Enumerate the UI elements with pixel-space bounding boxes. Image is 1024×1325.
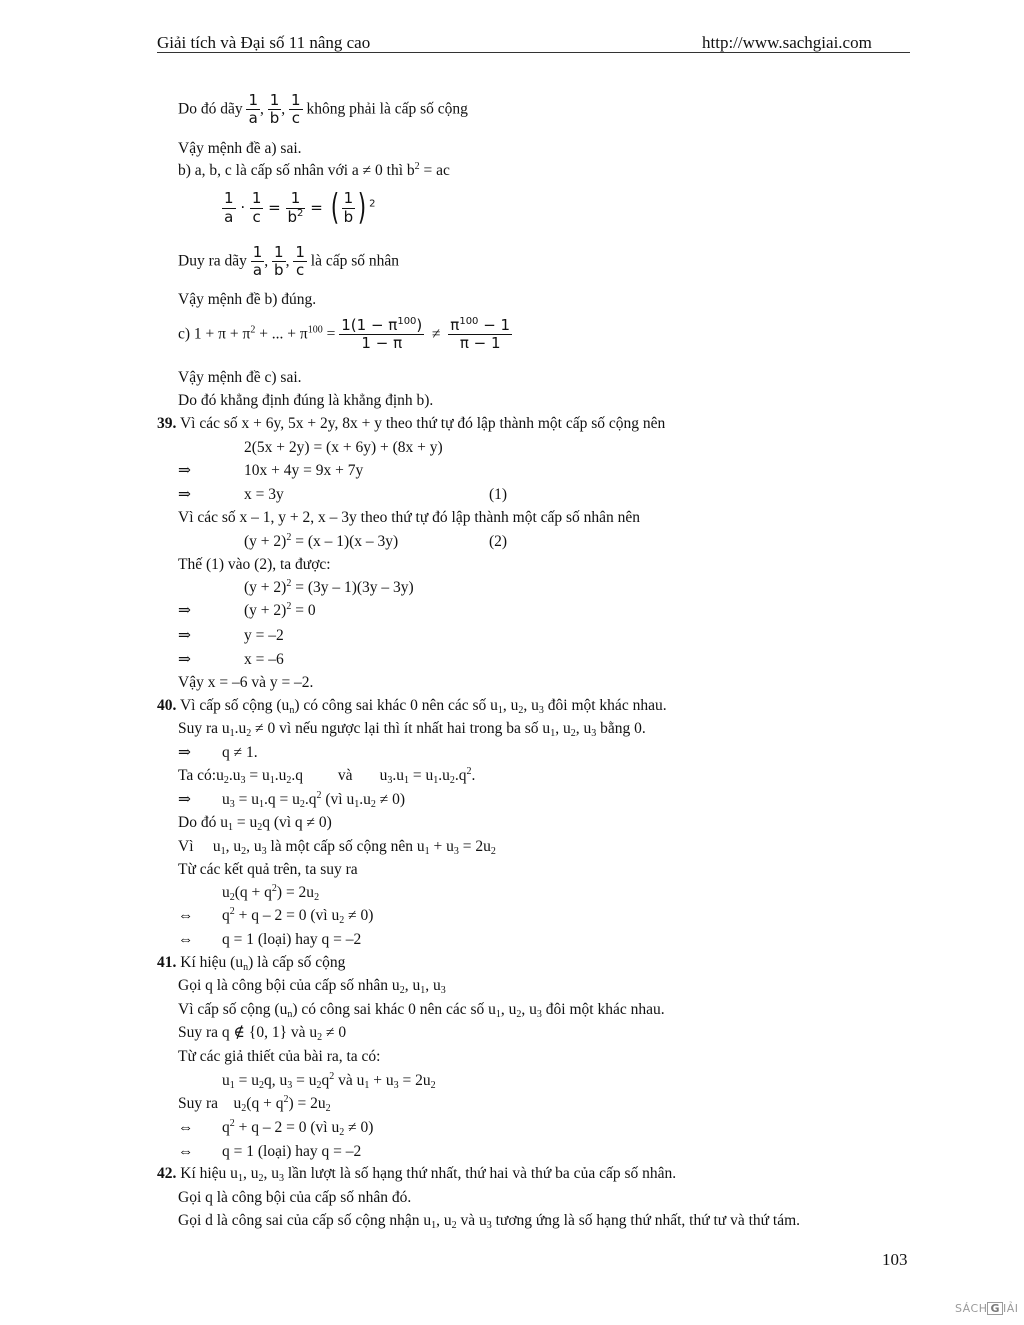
header-rule bbox=[157, 52, 910, 53]
equation-tag-1: (1) bbox=[489, 486, 508, 503]
fraction-1-over-a: $\frac{1}{a}$ bbox=[248, 91, 258, 128]
problem-39-eq6: $(y + 2)^2 = 0$ bbox=[244, 601, 316, 619]
problem-39-eq1: 2(5x + 2y) = (x + 6y) + (8x + y) bbox=[244, 439, 443, 456]
problem-39-eq5: $(y + 2)^2 = (3y - 1)(3y - 3y)$ bbox=[244, 578, 414, 596]
line-statement-b-true: Vậy mệnh đề b) đúng. bbox=[178, 291, 317, 308]
iff-arrow: ⇔ bbox=[178, 1143, 194, 1160]
fraction-1-over-c: $\frac{1}{c}$ bbox=[291, 91, 301, 128]
problem-39-geometric-condition: Vì các số x – 1, y + 2, x – 3y theo thứ tự đó lập thành một cấp số nhân nên bbox=[178, 509, 641, 526]
problem-39-answer: Vậy x = –6 và y = –2. bbox=[178, 674, 314, 691]
problem-39-eq4: $(y + 2)^2 = (x - 1)(x - 3y)$ bbox=[244, 532, 399, 550]
iff-arrow: ⇔ bbox=[178, 931, 194, 948]
implies-arrow: ⇒ bbox=[178, 602, 191, 619]
equation-pi-series: c) $1 + \pi + \pi^2$ + ... + $\pi^{100}$ = $\frac{1(1 - \pi^{100})}{1 - \pi}$ ≠ $\frac{\pi^{100} - 1}{\pi - 1}$ bbox=[178, 316, 511, 353]
problem-41-intro: 41. Kí hiệu $(u_n)$ là cấp số cộng bbox=[157, 954, 346, 973]
problem-41-line9: q = 1 (loại) hay q = –2 bbox=[222, 1143, 362, 1160]
problem-40-intro: 40. Vì cấp số cộng $(u_n)$ có công sai khác 0 nên các số $u_1$, $u_2$, $u_3$ đôi một khác nhau. bbox=[157, 697, 667, 716]
implies-arrow: ⇒ bbox=[178, 791, 191, 808]
problem-42-line2: Gọi q là công bội của cấp số nhân đó. bbox=[178, 1189, 412, 1206]
implies-arrow: ⇒ bbox=[178, 486, 191, 503]
problem-39-eq2: 10x + 4y = 9x + 7y bbox=[244, 462, 364, 479]
problem-41-line4: Suy ra q ∉ {0, 1} và $u_2 \ne 0$ bbox=[178, 1024, 347, 1043]
fraction-1-over-b: $\frac{1}{b}$ bbox=[269, 91, 280, 128]
equation-tag-2: (2) bbox=[489, 533, 508, 550]
problem-39-intro: 39. Vì các số x + 6y, 5x + 2y, 8x + y theo thứ tự đó lập thành một cấp số cộng nên bbox=[157, 415, 666, 432]
problem-42-line3: Gọi d là công sai của cấp số cộng nhận $u_1$, $u_2$ và $u_3$ tương ứng là số hạng thứ nhất, thứ tư và thứ tám. bbox=[178, 1212, 801, 1231]
problem-39-eq3: x = 3y bbox=[244, 486, 284, 503]
problem-41-line5: Từ các giả thiết của bài ra, ta có: bbox=[178, 1048, 381, 1065]
iff-arrow: ⇔ bbox=[178, 907, 194, 924]
line-sequence-not-arithmetic: Do đó dãy $\frac{1}{a}$ , $\frac{1}{b}$ , $\frac{1}{c}$ không phải là cấp số cộng bbox=[178, 91, 468, 128]
problem-40-line8: Từ các kết quả trên, ta suy ra bbox=[178, 861, 358, 878]
problem-41-line8: $q^2 + q - 2 = 0$ (vì $u_2 \ne 0$) bbox=[222, 1118, 374, 1138]
header-url[interactable]: http://www.sachgiai.com bbox=[702, 33, 872, 52]
iff-arrow: ⇔ bbox=[178, 1119, 194, 1136]
line-conclusion: Do đó khẳng định đúng là khẳng định b). bbox=[178, 392, 434, 409]
problem-40-line10: $q^2 + q - 2 = 0$ (vì $u_2 \ne 0$) bbox=[222, 906, 374, 926]
line-statement-b-condition: b) a, b, c là cấp số nhân với a ≠ 0 thì $b^2$ = ac bbox=[178, 161, 450, 179]
problem-41-line7: Suy ra $u_2(q + q^2) = 2u_2$ bbox=[178, 1094, 331, 1114]
problem-39-substitute: Thế (1) vào (2), ta được: bbox=[178, 556, 331, 573]
problem-40-line11: q = 1 (loại) hay q = –2 bbox=[222, 931, 362, 948]
line-sequence-geometric: Duy ra dãy $\frac{1}{a}$ , $\frac{1}{b}$ , $\frac{1}{c}$ là cấp số nhân bbox=[178, 243, 399, 280]
problem-40-line4: Ta $có:u_2.u_3 = u_1.u_2.q$ và $u_3.u_1 = u_1.u_2.q^2$. bbox=[178, 766, 476, 786]
problem-41-line2: Gọi q là công bội của cấp số nhân $u_2$, $u_1$, $u_3$ bbox=[178, 977, 446, 996]
sachgiai-watermark-logo: SÁCH G IẢI bbox=[955, 1302, 1019, 1315]
implies-arrow: ⇒ bbox=[178, 744, 191, 761]
implies-arrow: ⇒ bbox=[178, 627, 191, 644]
implies-arrow: ⇒ bbox=[178, 651, 191, 668]
problem-40-line9: $u_2(q + q^2) = 2u_2$ bbox=[222, 883, 320, 903]
problem-40-line6: Do đó $u_1 = u_2q$ (vì q ≠ 0) bbox=[178, 814, 332, 833]
line-statement-c-false: Vậy mệnh đề c) sai. bbox=[178, 369, 302, 386]
equation-reciprocal-product: $\frac{1}{a}$ · $\frac{1}{c}$ = $\frac{1}{b^2}$ = ( $\frac{1}{b}$ ) $^2$ bbox=[224, 187, 376, 228]
problem-39-eq8: x = –6 bbox=[244, 651, 284, 668]
problem-42-intro: 42. Kí hiệu $u_1$, $u_2$, $u_3$ lần lượt là số hạng thứ nhất, thứ hai và thứ ba của cấp số nhân. bbox=[157, 1165, 677, 1184]
implies-arrow: ⇒ bbox=[178, 462, 191, 479]
problem-40-line5: $u_3 = u_1.q = u_2.q^2$ (vì $u_1.u_2 \ne 0$) bbox=[222, 790, 406, 810]
problem-40-line2: Suy ra $u_1.u_2 \ne 0$ vì nếu ngược lại thì ít nhất hai trong ba số $u_1$, $u_2$, $u_3$ bằng 0. bbox=[178, 720, 646, 739]
problem-41-line6: $u_1 = u_2q$, $u_3 = u_2q^2$ và $u_1 + u_3 = 2u_2$ bbox=[222, 1071, 436, 1091]
header-title: Giải tích và Đại số 11 nâng cao bbox=[157, 33, 371, 52]
problem-39-eq7: y = –2 bbox=[244, 627, 284, 644]
problem-41-line3: Vì cấp số cộng $(u_n)$ có công sai khác 0 nên các số $u_1$, $u_2$, $u_3$ đôi một khác nhau. bbox=[178, 1001, 665, 1020]
page-number: 103 bbox=[882, 1250, 908, 1269]
problem-40-q-not-1: q ≠ 1. bbox=[222, 744, 258, 761]
problem-40-line7: Vì $u_1$, $u_2$, $u_3$ là một cấp số cộng nên $u_1 + u_3 = 2u_2$ bbox=[178, 838, 496, 857]
line-statement-a-false: Vậy mệnh đề a) sai. bbox=[178, 140, 302, 157]
